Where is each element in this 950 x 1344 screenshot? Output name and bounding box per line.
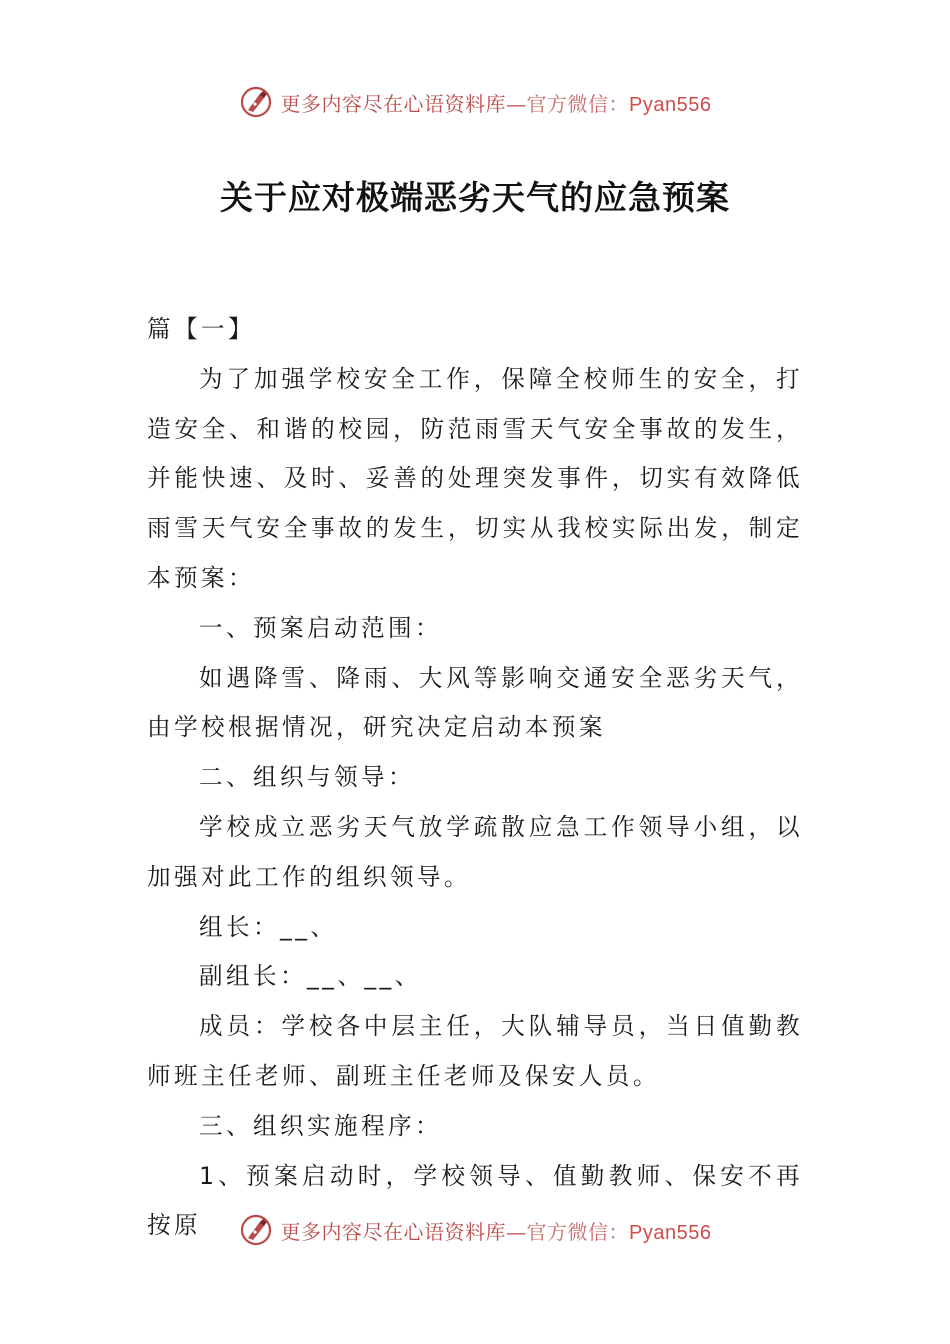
banner-main-text: 更多内容尽在心语资料库 <box>280 1219 507 1244</box>
header-banner-text <box>281 88 712 117</box>
paragraph-organization: 学校成立恶劣天气放学疏散应急工作领导小组，以加强对此工作的组织领导。 <box>147 812 803 891</box>
paragraph-procedure-1: 1、预案启动时，学校领导、值勤教师、保安不再按原 <box>147 1161 803 1240</box>
footer-banner-text <box>281 1216 712 1245</box>
heading-scope: 一、预案启动范围： <box>199 613 442 642</box>
paragraph-scope: 如遇降雪、降雨、大风等影响交通安全恶劣天气，由学校根据情况，研究决定启动本预案 <box>147 663 803 742</box>
section-heading: 篇【一】 <box>147 315 255 343</box>
banner-wechat-id: Pyan556 <box>629 1221 712 1244</box>
document-title: 关于应对极端恶劣天气的应急预案 <box>220 178 730 217</box>
line-leader: 组长：__、 <box>199 912 338 941</box>
banner-dash: — <box>506 1219 527 1244</box>
banner-tail-text: 官方微信： <box>526 1219 630 1244</box>
banner-dash: — <box>506 91 527 116</box>
header-banner <box>0 82 950 122</box>
heading-organization: 二、组织与领导： <box>199 763 415 792</box>
document-body <box>147 305 803 1251</box>
pen-nib-circle-icon <box>239 1213 273 1247</box>
paragraph-intro: 为了加强学校安全工作，保障全校师生的安全，打造安全、和谐的校园，防范雨雪天气安全事故的发生，并能快速、及时、妥善的处理突发事件，切实有效降低雨雪天气安全事故的发生，切实从我校实际出发，制定本预案： <box>147 364 803 592</box>
banner-main-text: 更多内容尽在心语资料库 <box>280 91 507 116</box>
banner-wechat-id: Pyan556 <box>629 93 712 116</box>
heading-procedure: 三、组织实施程序： <box>199 1111 442 1140</box>
line-deputy-leader: 副组长：__、__、 <box>199 962 422 991</box>
banner-tail-text: 官方微信： <box>526 91 630 116</box>
line-members: 成员：学校各中层主任，大队辅导员，当日值勤教师班主任老师、副班主任老师及保安人员。 <box>147 1012 803 1090</box>
pen-nib-circle-icon <box>239 85 273 119</box>
footer-banner <box>0 1210 950 1250</box>
